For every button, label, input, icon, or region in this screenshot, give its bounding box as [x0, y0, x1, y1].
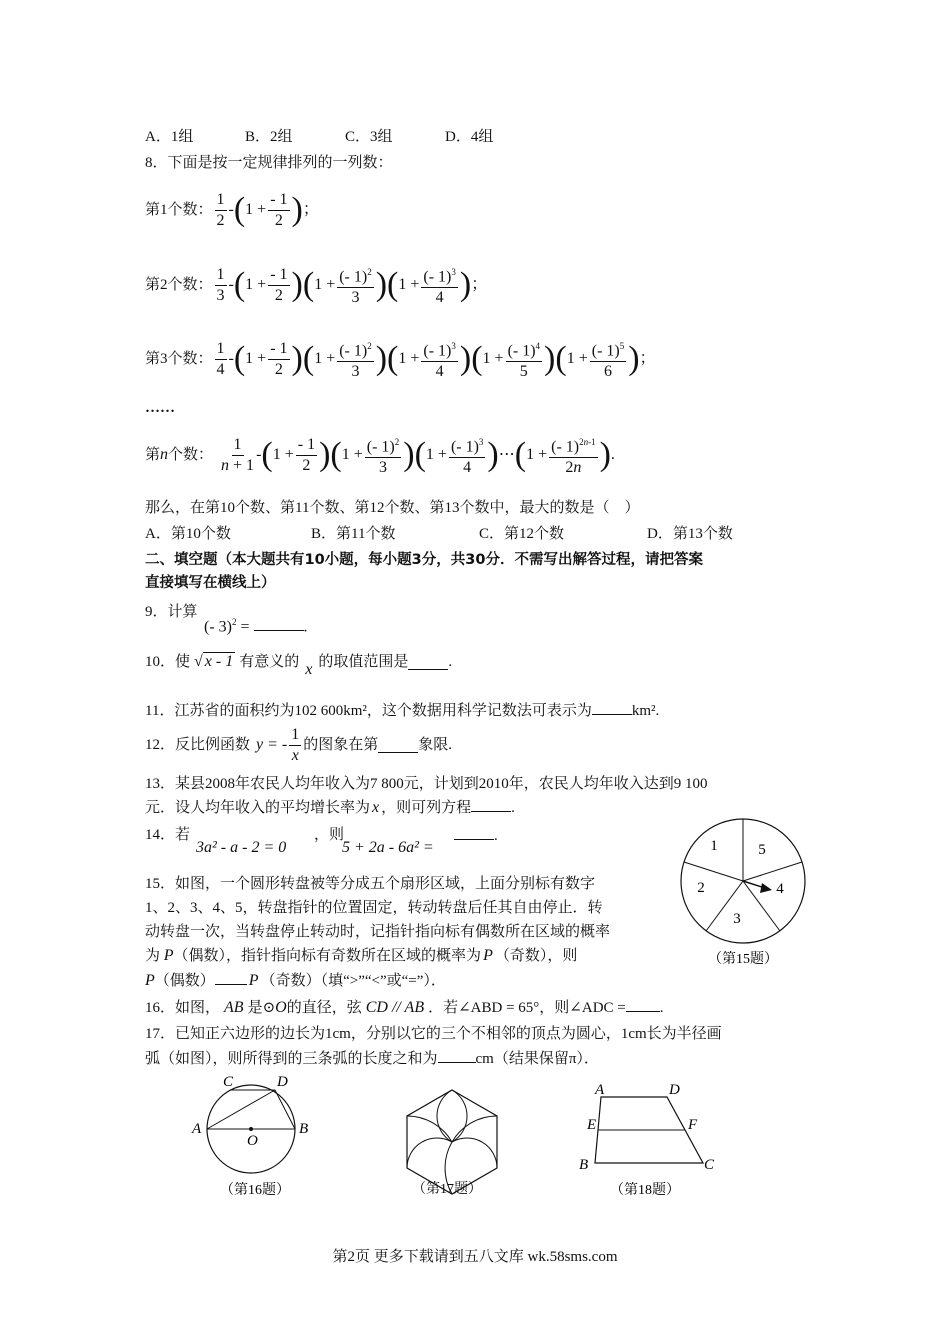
sector-label-5: 5: [758, 842, 766, 858]
fraction: $\frac{- 1}{2}$: [270, 190, 288, 229]
q8-line3: 第3个数： $\frac{1}{4}$ - ( 1 + $\frac{- 1}{2}$ ) ( 1 + $\frac{(- 1)^2}{3}$ ) ( 1 + $\frac{(- 1)^3}{4}$ ) ( 1 + $\frac{(- 1)^4}{5}$ ) ( 1 + $\frac{(- 1)^5}{6}$ ) ；: [145, 334, 656, 384]
q10-answer-blank[interactable]: [408, 655, 448, 670]
svg-text:F: F: [688, 1117, 698, 1133]
q17-answer-blank[interactable]: [438, 1048, 476, 1063]
q14-answer-blank[interactable]: [454, 825, 494, 840]
q7-option-a: A．1组: [145, 129, 194, 145]
svg-text:C: C: [223, 1074, 234, 1090]
q11-answer-blank[interactable]: [592, 700, 632, 715]
q8-question: 那么，在第10个数、第11个数、第12个数、第13个数中，最大的数是（ ）: [145, 500, 640, 516]
q14-expression: 5 + 2a - 6a² =: [342, 839, 434, 856]
q17-line1: 17．已知正六边形的边长为1cm，分别以它的三个不相邻的顶点为圆心，1cm长为半径画: [145, 1026, 722, 1042]
q8-option-c: C．第12个数: [479, 526, 565, 542]
q13-line1: 13．某县2008年农民人均年收入为7 800元，计划到2010年，农民人均年收入达到9 100: [145, 776, 708, 792]
sector-label-2: 2: [697, 880, 705, 896]
svg-text:E: E: [587, 1117, 597, 1133]
fig17-caption: （第17题）: [412, 1182, 482, 1197]
svg-text:B: B: [299, 1121, 309, 1137]
spinner-figure: [680, 815, 810, 975]
svg-text:D: D: [669, 1082, 680, 1098]
q9: 9．计算: [145, 604, 198, 620]
q8-line3-prefix: 第3个数：: [145, 351, 213, 367]
q7-option-c: C．3组: [345, 129, 393, 145]
q8-ellipsis: ……: [145, 400, 175, 416]
q14: 14．若: [145, 827, 191, 843]
q15-line3: 动转盘一次，当转盘停止转动时，记指针指向标有偶数所在区域的概率: [145, 924, 611, 940]
q10: 10．使 √ x - 1 有意义的 x 的取值范围是 .: [145, 653, 453, 678]
q8-line1: 第1个数： $\frac{1}{2}$ - ( 1 + $\frac{- 1}{2}$ ) ；: [145, 190, 319, 229]
q8-line2-prefix: 第2个数：: [145, 277, 213, 293]
q8-stem: 8．下面是按一定规律排列的一列数：: [145, 155, 393, 171]
sqrt-expression: √ x - 1: [194, 653, 234, 670]
q15-line5: P（偶数） P （奇数）（填“>”“<”或“=”）．: [145, 972, 446, 989]
q8-line-n: 第 n 个数： $\frac{1}{n + 1}$ - ( 1 + $\frac{- 1}{2}$ ) ( 1 + $\frac{(- 1)^2}{3}$ ) ( 1 + $\frac{(- 1)^3}{4}$ ) ⋯ ( 1 + $\frac{(- 1)^{2n-1}}{2n}$ ) .: [145, 430, 615, 480]
svg-text:O: O: [247, 1133, 258, 1149]
q14-then: ，则: [314, 827, 345, 843]
section2-heading-line1: 二、填空题（本大题共有10小题，每小题3分，共30分．不需写出解答过程，请把答案: [145, 552, 703, 568]
page-footer: 第2页 更多下载请到五八文库 wk.58sms.com: [332, 1249, 618, 1265]
svg-text:B: B: [579, 1157, 589, 1173]
sector-label-4: 4: [776, 881, 784, 897]
fraction: $\frac{1}{2}$: [216, 190, 225, 229]
svg-text:A: A: [192, 1121, 202, 1137]
figure-18: [575, 1075, 725, 1205]
q15-line2: 1、2、3、4、5，转盘指针的位置固定，转动转盘后任其自由停止．转: [145, 900, 603, 916]
q17-line2: 弧（如图），则所得到的三条弧的长度之和为 cm（结果保留π）．: [145, 1048, 599, 1069]
q16-answer-blank[interactable]: [626, 997, 660, 1012]
q16: 16．如图， AB 是⊙O的直径，弦 CD // AB ．若∠ABD = 65°，则∠ADC = .: [145, 999, 664, 1016]
fig15-caption: （第15题）: [708, 952, 778, 967]
q11: 11．江苏省的面积约为102 600km²，这个数据用科学记数法可表示为 km².: [145, 700, 659, 721]
q8-line1-prefix: 第1个数：: [145, 202, 213, 218]
q15-answer-blank[interactable]: [215, 970, 247, 985]
q8-options: [145, 524, 747, 544]
q12: 12．反比例函数 y = - $\frac{1}{x}$ 的图象在第 象限.: [145, 725, 453, 764]
fig16-caption: （第16题）: [220, 1183, 290, 1198]
sector-label-3: 3: [733, 911, 741, 927]
q8-line2: 第2个数： $\frac{1}{3}$ - ( 1 + $\frac{- 1}{2}$ ) ( 1 + $\frac{(- 1)^2}{3}$ ) ( 1 + $\frac{(- 1)^3}{4}$ ) ；: [145, 260, 487, 310]
q14-blank-line: .: [454, 825, 498, 846]
q9-expression: (- 3)$^2$ = .: [204, 617, 308, 636]
arrow-head-icon: [760, 883, 772, 893]
q13-line2: 元．设人均年收入的平均增长率为 x ，则可列方程 .: [145, 799, 515, 816]
q12-answer-blank[interactable]: [378, 738, 418, 753]
q8-option-a: A．第10个数: [145, 526, 231, 542]
q7-option-d: D．4组: [445, 129, 494, 145]
sector-label-1: 1: [710, 838, 718, 854]
section2-heading-line2: 直接填写在横线上）: [145, 575, 276, 591]
svg-text:D: D: [277, 1074, 288, 1090]
q14-condition: 3a² - a - 2 = 0: [196, 839, 287, 856]
q7-options: [145, 127, 545, 147]
q15-line1: 15．如图，一个圆形转盘被等分成五个扇形区域，上面分别标有数字: [145, 876, 596, 892]
svg-text:A: A: [595, 1082, 605, 1098]
q13-answer-blank[interactable]: [471, 797, 511, 812]
q7-option-b: B．2组: [245, 129, 293, 145]
q8-option-b: B．第11个数: [311, 526, 396, 542]
q15-line4: 为 P（偶数），指针指向标有奇数所在区域的概率为 P （奇数），则: [145, 947, 578, 964]
svg-text:C: C: [704, 1157, 715, 1173]
q9-answer-blank[interactable]: [254, 616, 304, 631]
q8-option-d: D．第13个数: [647, 526, 733, 542]
fig18-caption: （第18题）: [610, 1183, 680, 1198]
figure-16: [185, 1070, 320, 1205]
